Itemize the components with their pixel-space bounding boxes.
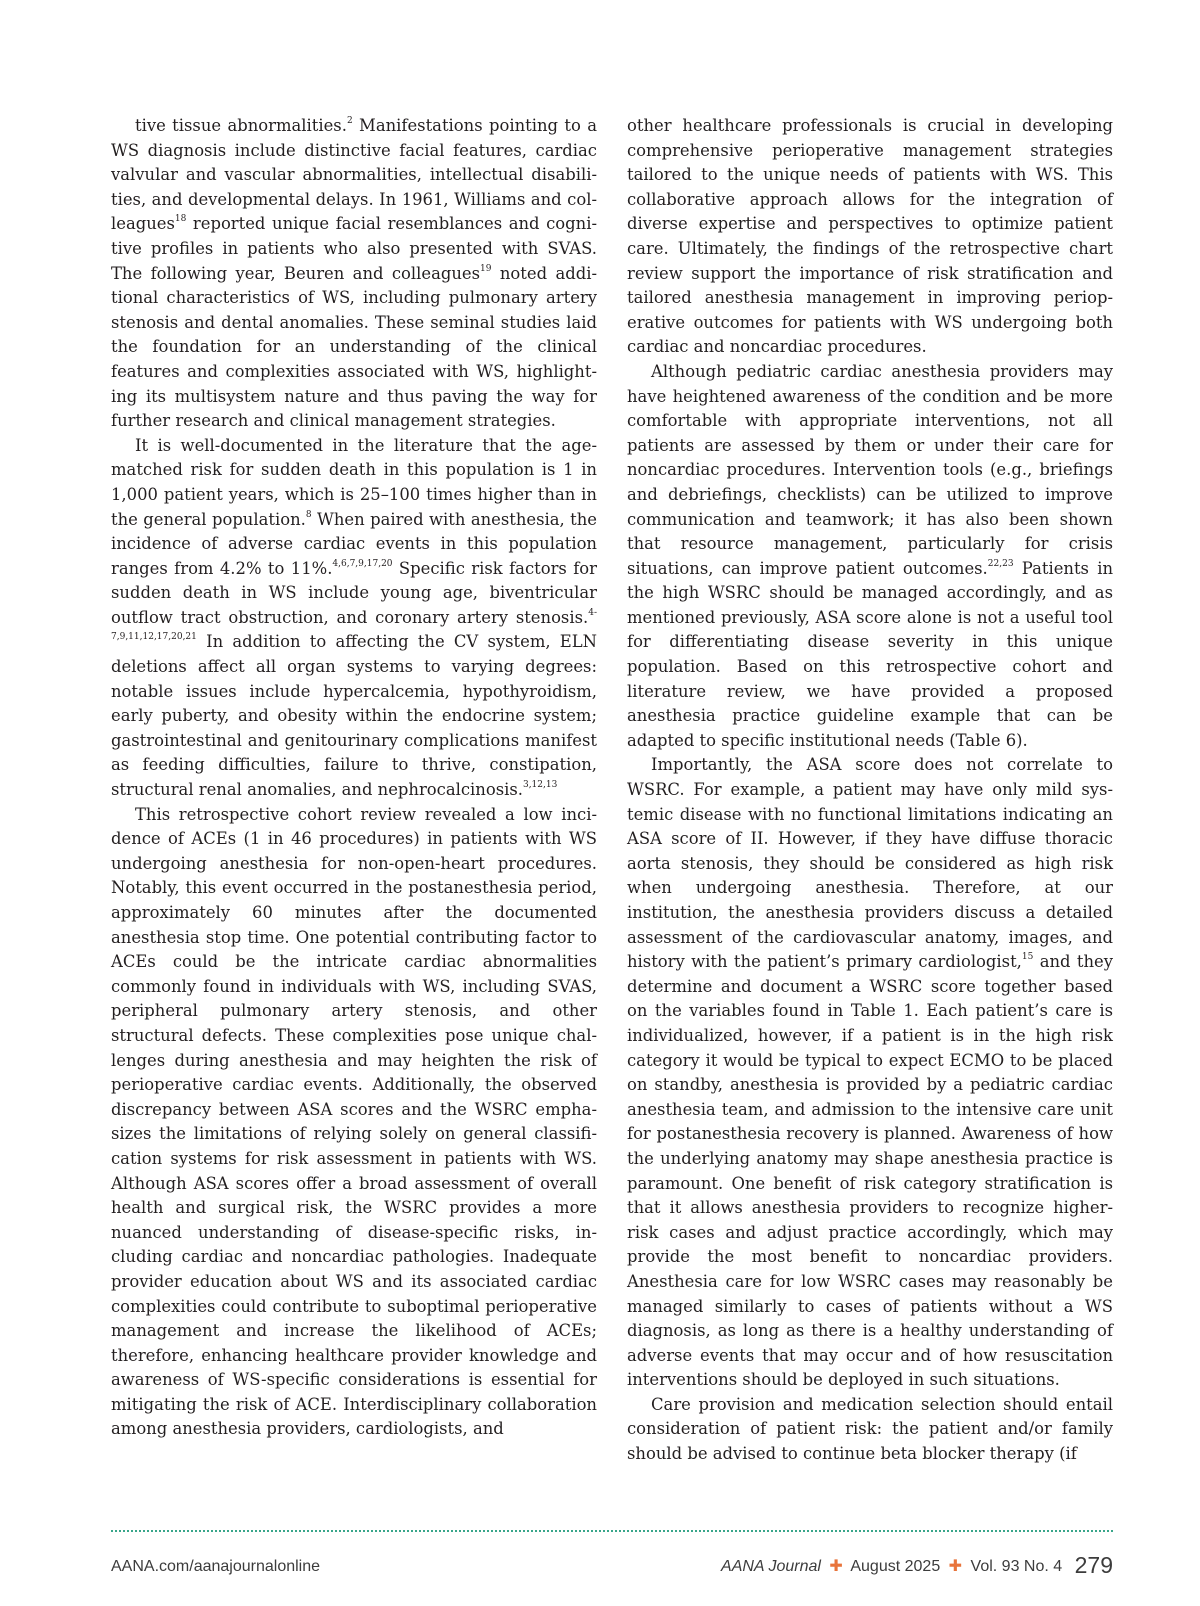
paragraph-text: It is well-documented in the literature that the age-matched risk for sudden death in this population is 1 in 1,000 patient years, which is 25–100 times higher than in the general population. xyxy=(111,435,597,529)
citation-reference: 8 xyxy=(305,509,312,520)
citation-reference: 22,23 xyxy=(987,558,1014,569)
citation-reference: 19 xyxy=(480,263,492,274)
paragraph-text: other healthcare professionals is crucial in developing comprehensive perioperative management strategies tailored to the unique needs of patients with WS. This collaborative approach allows for the integration of diverse expertise and perspectives to optimize patient care. Ultimately, the findings of the retrospective chart review support the importance of risk stratification and tailored anesthesia management in improving perioperative outcomes for patients with WS undergoing both cardiac and noncardiac procedures. xyxy=(627,116,1113,357)
paragraph-text: noted additional characteristics of WS, including pulmonary artery stenosis and dental anomalies. These seminal studies laid the foundation for an understanding of the clinical features and complexities associated with WS, highlighting its multisystem nature and thus paving the way for further research and clinical management strategies. xyxy=(111,263,598,431)
paragraph-text: In addition to affecting the CV system, ELN deletions affect all organ systems to varying degrees: notable issues include hypercalcemia, hypothyroidism, early puberty, and obesity within the endocrine system; gastrointestinal and genitourinary complications manifest as feeding difficulties, failure to thrive, constipation, structural renal anomalies, and nephrocalcinosis. xyxy=(111,632,597,800)
paragraph-text: Although pediatric cardiac anesthesia providers may have heightened awareness of the condition and be more comfortable with appropriate interventions, not all patients are assessed by them or under their care for noncardiac procedures. Intervention tools (e.g., briefings and debriefings, checklists) can be utilized to improve communication and teamwork; it has also been shown that resource management, particularly for crisis situations, can improve patient outcomes. xyxy=(627,361,1113,578)
body-column-right xyxy=(627,114,1113,1467)
citation-reference: 15 xyxy=(1021,952,1034,963)
citation-reference: 2 xyxy=(346,116,353,126)
journal-website-link[interactable]: AANA.com/aanajournalonline xyxy=(111,1558,321,1575)
body-paragraph xyxy=(111,114,597,434)
body-paragraph xyxy=(111,434,597,803)
paragraph-text: reported unique facial resemblances and cognitive profiles in patients who also presented with SVAS. The following year, Beuren and colleagues xyxy=(111,214,597,283)
paragraph-text: This retrospective cohort review revealed a low incidence of ACEs (1 in 46 procedures) in patients with WS undergoing anesthesia for non-open-heart procedures. Notably, this event occurred in the postanesthesia period, approximately 60 minutes after the documented anesthesia stop time. One potential contributing factor to ACEs could be the intricate cardiac abnormalities commonly found in individuals with WS, including SVAS, peripheral pulmonary artery stenosis, and other structural defects. These complexities pose unique challenges during anesthesia and may heighten the risk of perioperative cardiac events. Additionally, the observed discrepancy between ASA scores and the WSRC emphasizes the limitations of relying solely on general classification systems for risk assessment in patients with WS. Although ASA scores offer a broad assessment of overall health and surgical risk, the WSRC provides a more nuanced understanding of disease-specific risks, including cardiac and noncardiac pathologies. Inadequate provider education about WS and its associated cardiac complexities could contribute to suboptimal perioperative management and increase the likelihood of ACEs; therefore, enhancing healthcare provider knowledge and awareness of WS-specific considerations is essential for mitigating the risk of ACE. Interdisciplinary collaboration among anesthesia providers, cardiologists, and xyxy=(111,804,597,1439)
page-footer xyxy=(111,1552,1113,1582)
body-paragraph xyxy=(627,114,1113,360)
journal-name: AANA Journal xyxy=(721,1558,821,1575)
citation-reference: 4-7,9,11,12,17,20,21 xyxy=(111,607,597,643)
paragraph-text: Specific risk factors for sudden death in WS include young age, biventricular outflow tract obstruction, and coronary artery stenosis. xyxy=(111,558,597,627)
paragraph-text: When paired with anesthesia, the incidence of adverse cardiac events in this population ranges from 4.2% to 11%. xyxy=(111,509,598,578)
issue-date: August 2025 xyxy=(850,1558,941,1575)
paragraph-text: tive tissue abnormalities. xyxy=(135,116,347,135)
body-paragraph xyxy=(111,803,597,1442)
journal-citation xyxy=(721,1552,1113,1579)
paragraph-text: Care provision and medication selection should entail consideration of patient risk: the patient and/or family should be advised to continue beta blocker therapy (if xyxy=(627,1394,1113,1464)
paragraph-text: Manifestations pointing to a WS diagnosis include distinctive facial features, cardiac valvular and vascular abnormalities, intellectual disabilities, and developmental delays. In 1961, Williams and colleagues xyxy=(111,116,597,234)
plus-separator-icon: ✚ xyxy=(829,1558,843,1575)
plus-separator-icon: ✚ xyxy=(948,1558,963,1575)
body-paragraph xyxy=(627,753,1113,1392)
paragraph-text: Patients in the high WSRC should be managed accordingly, and as mentioned previously, ASA score alone is not a useful tool for differentiating disease severity in this unique population. Based on this retrospective cohort and literature review, we have provided a proposed anesthesia practice guideline example that can be adapted to specific institutional needs (Table 6). xyxy=(627,558,1114,750)
citation-reference: 18 xyxy=(174,214,187,225)
volume-number: Vol. 93 xyxy=(970,1558,1020,1575)
paragraph-text: Importantly, the ASA score does not correlate to WSRC. For example, a patient may have only mild systemic disease with no functional limitations indicating an ASA score of II. However, if they have diffuse thoracic aorta stenosis, they should be considered as high risk when undergoing anesthesia. Therefore, at our institution, the anesthesia providers discuss a detailed assessment of the cardiovascular anatomy, images, and history with the patient’s primary cardiologist, xyxy=(627,755,1113,972)
body-paragraph xyxy=(627,360,1113,754)
page-number: 279 xyxy=(1074,1552,1113,1578)
citation-reference: 3,12,13 xyxy=(522,780,558,791)
citation-reference: 4,6,7,9,17,20 xyxy=(332,558,393,569)
footer-divider xyxy=(111,1530,1113,1532)
body-paragraph xyxy=(627,1393,1113,1467)
issue-number: No. 4 xyxy=(1023,1558,1063,1575)
paragraph-text: and they determine and document a WSRC score together based on the variables found in Table 1. Each patient’s care is individualized, however, if a patient is in the high risk category it would be typical to expect ECMO to be placed on standby, anesthesia is provided by a pediatric cardiac anesthesia team, and admission to the intensive care unit for postanesthesia recovery is planned. Awareness of how the underlying anatomy may shape anesthesia practice is paramount. One benefit of risk category stratification is that it allows anesthesia providers to recognize higher-risk cases and adjust practice accordingly, which may provide the most benefit to noncardiac providers. Anesthesia care for low WSRC cases may reasonably be managed similarly to cases of patients without a WS diagnosis, as long as there is a healthy understanding of adverse events that may occur and of how resuscitation interventions should be deployed in such situations. xyxy=(627,952,1114,1390)
body-column-left xyxy=(111,114,597,1442)
